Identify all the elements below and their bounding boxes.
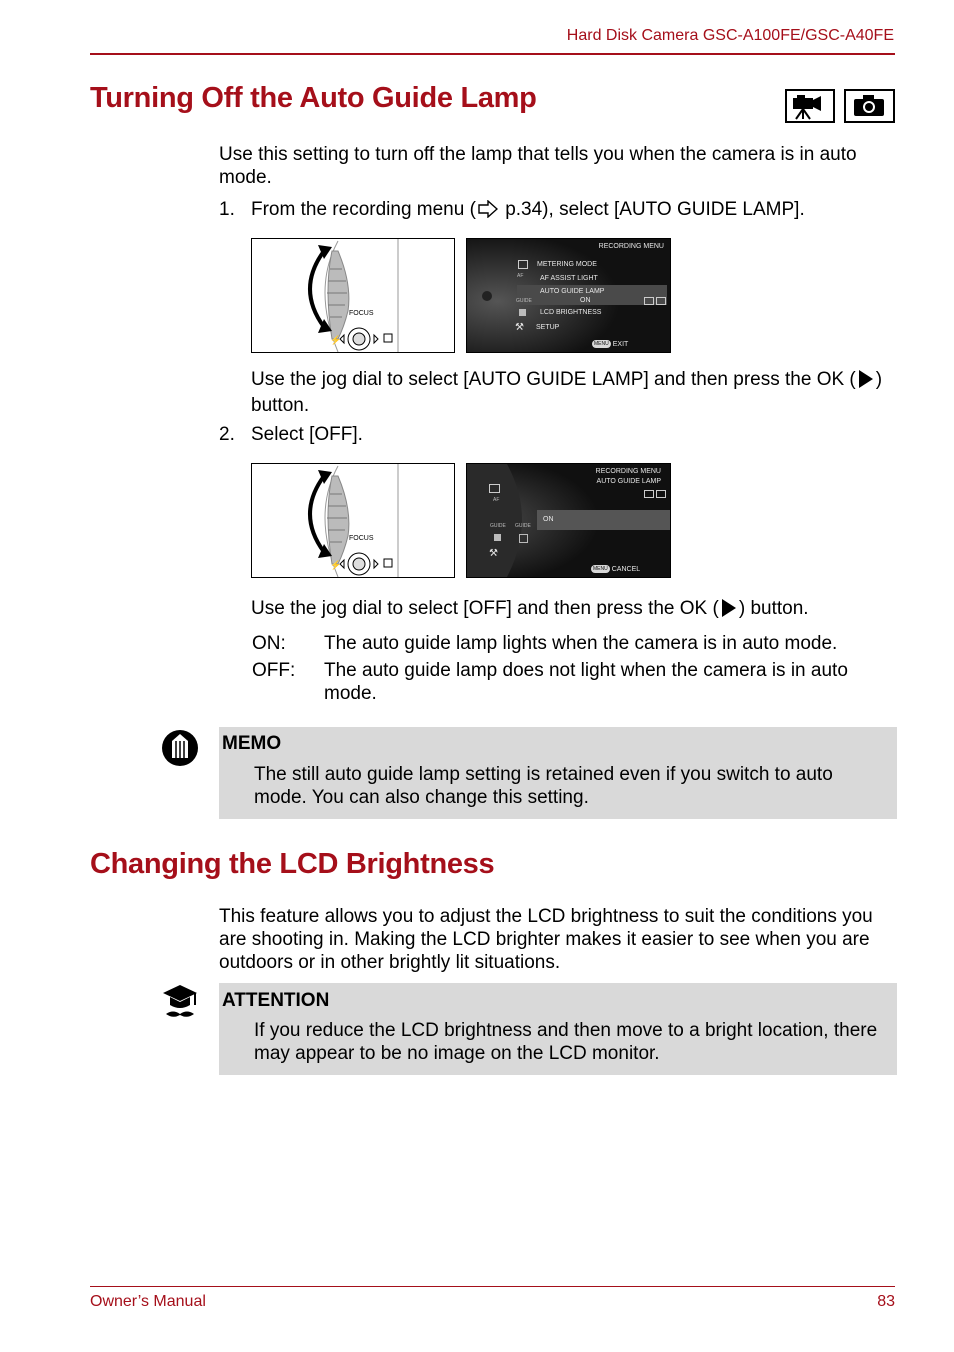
section-title-lcd-brightness: Changing the LCD Brightness — [90, 848, 495, 880]
dial-label-focus: FOCUS — [349, 310, 374, 317]
step1-after-b: ) button. — [251, 369, 883, 416]
memo-text: The still auto guide lamp setting is retained even if you switch to auto mode. You can also change this setting. — [254, 764, 833, 808]
step1-text-a: From the recording menu ( — [251, 199, 476, 220]
lcd-film-icon — [519, 309, 526, 316]
lcd-side-guide-2b: GUIDE — [515, 523, 531, 529]
dial-label-focus-2: FOCUS — [349, 535, 374, 542]
attention-box — [219, 983, 897, 1075]
section1-intro: Use this setting to turn off the lamp that tells you when the camera is in auto mode. — [219, 144, 857, 188]
lcd-side-guide: GUIDE — [516, 298, 532, 304]
attention-title: ATTENTION — [222, 990, 330, 1011]
step1-after-a: Use the jog dial to select [AUTO GUIDE LAMP] and then press the OK ( — [251, 369, 856, 390]
lcd-video-mode-icon — [644, 297, 654, 305]
definition-desc-off: The auto guide lamp does not light when the camera is in auto mode. — [324, 660, 848, 704]
footer-rule — [90, 1286, 895, 1287]
definition-term-on: ON: — [252, 633, 286, 654]
lcd-side-af: AF — [517, 273, 524, 279]
attention-text: If you reduce the LCD brightness and then move to a bright location, there may appear to be no image on the LCD monitor. — [254, 1020, 878, 1064]
still-camera-icon — [844, 89, 895, 123]
lcd-footer-exit — [592, 340, 628, 348]
lcd-exposure-icon-2 — [489, 484, 500, 493]
step1-text-b: p.34), select [AUTO GUIDE LAMP]. — [499, 199, 805, 220]
svg-text:⚡: ⚡ — [330, 560, 342, 570]
lcd-brightness-icon-2 — [519, 534, 528, 543]
lcd-recording-menu-1 — [466, 238, 671, 353]
memo-pencil-icon — [160, 728, 200, 768]
lcd-item-af-assist-light: AF ASSIST LIGHT — [540, 275, 598, 282]
lcd-exposure-icon — [518, 260, 528, 269]
ok-button-icon — [859, 370, 873, 388]
footer-manual-title: Owner’s Manual — [90, 1293, 206, 1310]
header-rule — [90, 53, 895, 55]
ok-button-icon-2 — [722, 599, 736, 617]
lcd-still-mode-icon — [656, 297, 666, 305]
jog-dial-illustration-2 — [251, 463, 455, 578]
lcd-footer-exit-label: EXIT — [612, 341, 629, 348]
step1-after-text — [251, 367, 901, 419]
section2-intro: This feature allows you to adjust the LCD brightness to suit the conditions you are shooting in. Making the LCD brighter makes it easier to see when you are outdoors or in other brightly lit situations. — [219, 906, 873, 973]
step2-text: Select [OFF]. — [251, 424, 363, 445]
lcd-video-mode-icon-2 — [644, 490, 654, 498]
lcd-wrench-icon-2: ⚒ — [489, 548, 498, 559]
page-number: 83 — [877, 1293, 895, 1310]
step1-text — [251, 198, 901, 224]
lcd-recording-menu-2 — [466, 463, 671, 578]
definition-desc-on: The auto guide lamp lights when the camera is in auto mode. — [324, 633, 838, 654]
lcd-side-guide-2a: GUIDE — [490, 523, 506, 529]
lcd-item-value-on: ON — [580, 297, 591, 304]
lcd-menu-badge-2: MENU — [593, 566, 608, 572]
step2-number: 2. — [219, 424, 235, 445]
section-title-auto-guide-lamp: Turning Off the Auto Guide Lamp — [90, 82, 537, 114]
lcd-wrench-icon: ⚒ — [515, 322, 524, 333]
lcd-option-on: ON — [543, 516, 554, 523]
page-reference-arrow-icon — [478, 200, 498, 224]
svg-text:⚡: ⚡ — [330, 335, 342, 345]
step1-number: 1. — [219, 199, 235, 220]
running-header: Hard Disk Camera GSC-A100FE/GSC-A40FE — [566, 27, 894, 44]
lcd-item-lcd-brightness: LCD BRIGHTNESS — [540, 309, 602, 316]
lcd-submenu-title-2: AUTO GUIDE LAMP — [596, 478, 661, 485]
memo-box — [219, 727, 897, 819]
step2-after-text — [251, 596, 901, 622]
lcd-footer-cancel — [591, 565, 640, 573]
attention-mortarboard-icon — [160, 983, 200, 1021]
lcd-menu-badge: MENU — [594, 341, 609, 347]
lcd-item-metering-mode: METERING MODE — [537, 261, 597, 268]
lcd-menu-title: RECORDING MENU — [598, 243, 664, 250]
jog-dial-illustration-1 — [251, 238, 455, 353]
lcd-side-af-2: AF — [493, 497, 500, 503]
step2-after-a: Use the jog dial to select [OFF] and then press the OK ( — [251, 598, 719, 619]
definition-term-off: OFF: — [252, 660, 296, 681]
lcd-film-icon-2 — [494, 534, 501, 541]
lcd-item-setup: SETUP — [536, 324, 560, 331]
lcd-item-auto-guide-lamp: AUTO GUIDE LAMP — [540, 288, 605, 295]
memo-title: MEMO — [222, 733, 282, 754]
lcd-still-mode-icon-2 — [656, 490, 666, 498]
lcd-submenu-title-1: RECORDING MENU — [595, 468, 661, 475]
step2-after-b: ) button. — [738, 598, 809, 619]
video-camera-icon — [785, 89, 835, 123]
lcd-footer-cancel-label: CANCEL — [611, 566, 641, 573]
